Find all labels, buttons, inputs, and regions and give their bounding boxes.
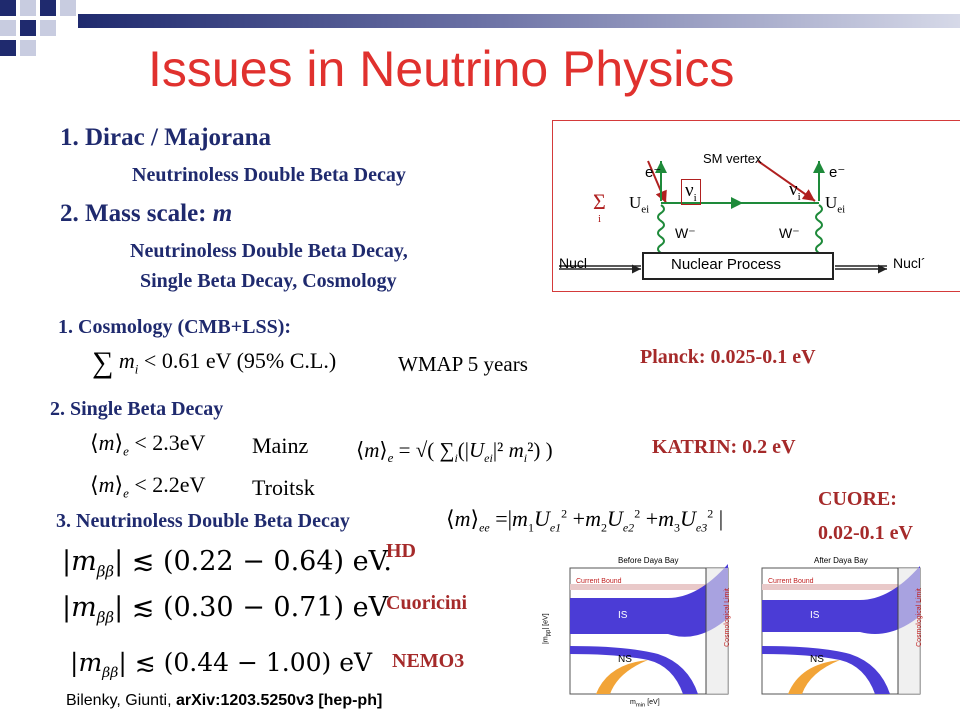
troitsk-formula: $⟨m⟩_e < 2.2eV$ bbox=[90, 472, 206, 501]
issue-2-sub2: Single Beta Decay, Cosmology bbox=[140, 270, 397, 292]
plot-before-bound: Current Bound bbox=[576, 578, 622, 585]
w-boson-right: W⁻ bbox=[779, 225, 800, 241]
nucl-left-label: Nucl bbox=[559, 255, 588, 271]
electron-right-label: e⁻ bbox=[829, 164, 846, 181]
sum-index: i bbox=[598, 213, 602, 225]
hd-label: HD bbox=[386, 540, 416, 562]
nuclear-process-label: Nuclear Process bbox=[671, 256, 782, 273]
header-bar bbox=[78, 14, 960, 28]
katrin-value: KATRIN: 0.2 eV bbox=[652, 436, 796, 458]
plot-after-bound: Current Bound bbox=[768, 578, 814, 585]
issue-1-sub: Neutrinoless Double Beta Decay bbox=[132, 164, 406, 186]
neutrino-right: $\nu_i$ bbox=[789, 179, 801, 203]
plot-before-daya-bay bbox=[542, 554, 738, 714]
issue-2 bbox=[60, 200, 232, 228]
double-beta-diagram bbox=[552, 120, 960, 292]
issue-2-sub1: Neutrinoless Double Beta Decay, bbox=[130, 240, 408, 262]
issue-1: 1. Dirac / Majorana bbox=[60, 124, 272, 151]
nemo-formula: $|m_{\beta\beta}|$ ≲ (0.44 − 1.00) eV bbox=[70, 648, 373, 681]
w-boson-left: W⁻ bbox=[675, 225, 696, 241]
hd-formula: $|m_{\beta\beta}|$ ≲ (0.22 − 0.64) eV. bbox=[62, 546, 392, 581]
mainz-formula: $⟨m⟩_e < 2.3eV$ bbox=[90, 430, 206, 459]
double-beta-heading: 3. Neutrinoless Double Beta Decay bbox=[56, 510, 350, 532]
mixing-right: $U_{ei}$ bbox=[825, 193, 846, 216]
mixing-left: $U_{ei}$ bbox=[629, 193, 650, 216]
effective-mass-formula: $⟨m⟩_e$ = √( $\sum_i(|U_{ei}|^2$ $m_i^2$) ) bbox=[356, 438, 553, 466]
cuore-label: CUORE: bbox=[818, 488, 897, 510]
m-ee-formula: $⟨m⟩_{ee} =|m_1U_{e1}^2 +m_2U_{e2}^2 +m_3U_{e3}^2$ | bbox=[446, 506, 724, 535]
plot-after-cosmo: Cosmological Limit bbox=[915, 588, 923, 647]
issue-2-prefix: 2. Mass scale: bbox=[60, 200, 213, 227]
citation-authors: Bilenky, Giunti, bbox=[66, 692, 176, 709]
planck-value: Planck: 0.025-0.1 eV bbox=[640, 346, 816, 368]
sum-symbol: Σ bbox=[593, 189, 606, 214]
slide-title: Issues in Neutrino Physics bbox=[148, 41, 735, 97]
plot-before-cosmo: Cosmological Limit bbox=[723, 588, 731, 647]
single-beta-heading: 2. Single Beta Decay bbox=[50, 398, 224, 420]
mainz-label: Mainz bbox=[252, 433, 309, 458]
issue-2-var: m bbox=[212, 200, 233, 227]
wmap-label: WMAP 5 years bbox=[398, 352, 528, 376]
plot-after-is: IS bbox=[810, 610, 820, 621]
nemo-label: NEMO3 bbox=[392, 650, 465, 672]
cuore-value: 0.02-0.1 eV bbox=[818, 522, 913, 544]
plot-before-ylabel: $|m_{\beta\beta}|$ [eV] bbox=[542, 613, 552, 644]
cosmology-heading: 1. Cosmology (CMB+LSS): bbox=[58, 316, 292, 338]
cuoricini-label: Cuoricini bbox=[386, 592, 468, 614]
neutrino-left: $\nu_i$ bbox=[681, 179, 701, 205]
plot-after-daya-bay bbox=[740, 554, 930, 714]
plot-before-xlabel: $m_{min}$ [eV] bbox=[630, 699, 660, 709]
plot-after-ns: NS bbox=[810, 654, 824, 665]
cuoricini-formula: $|m_{\beta\beta}|$ ≲ (0.30 − 0.71) eV bbox=[62, 592, 389, 627]
citation-ref: arXiv:1203.5250v3 [hep-ph] bbox=[175, 692, 383, 709]
plot-before-title: Before Daya Bay bbox=[618, 556, 679, 565]
plot-after-title: After Daya Bay bbox=[814, 556, 868, 565]
plot-before-ns: NS bbox=[618, 654, 632, 665]
citation bbox=[66, 692, 382, 710]
sm-vertex-label: SM vertex bbox=[703, 151, 762, 166]
cosmology-formula: ∑ $m_i < 0.61$ eV (95% C.L.) bbox=[92, 346, 337, 379]
plot-before-is: IS bbox=[618, 610, 628, 621]
electron-left-label: e⁻ bbox=[645, 164, 662, 181]
nucl-right-label: Nucl´ bbox=[893, 255, 926, 271]
troitsk-label: Troitsk bbox=[252, 475, 315, 500]
